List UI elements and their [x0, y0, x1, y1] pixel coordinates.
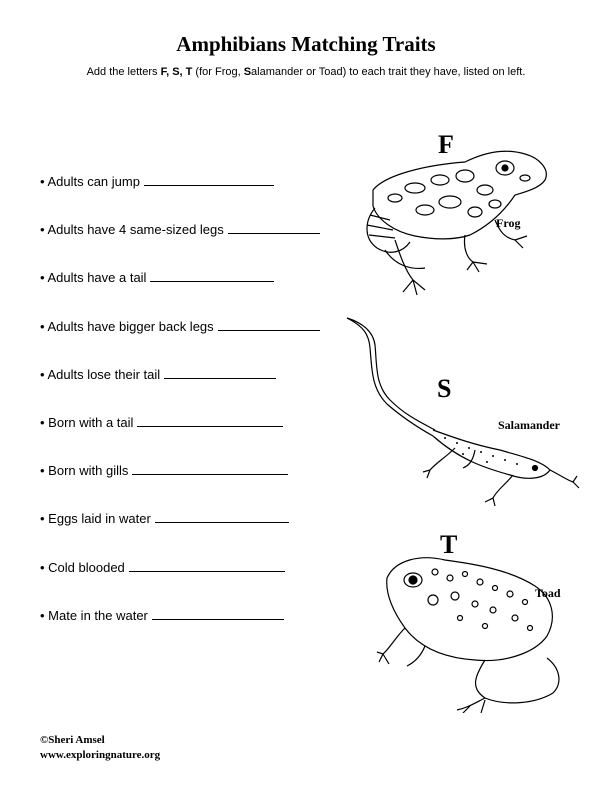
toad-illustration — [375, 548, 565, 713]
trait-label: • Adults have 4 same-sized legs — [40, 222, 224, 238]
trait-item — [40, 220, 320, 268]
frog-name: Frog — [496, 216, 521, 230]
answer-blank[interactable] — [164, 365, 276, 379]
answer-blank[interactable] — [228, 220, 320, 234]
instructions — [0, 66, 612, 78]
answer-blank[interactable] — [132, 461, 288, 475]
trait-label: • Born with gills — [40, 463, 129, 479]
trait-item — [40, 558, 320, 606]
copyright: ©Sheri Amsel — [40, 734, 105, 746]
trait-label: • Adults lose their tail — [40, 366, 161, 382]
answer-blank[interactable] — [144, 172, 274, 186]
trait-item — [40, 509, 320, 557]
footer — [40, 733, 160, 763]
instructions-mid1: (for Frog, — [192, 66, 244, 78]
trait-item — [40, 172, 320, 220]
toad-letter: T — [440, 530, 458, 559]
trait-label: • Born with a tail — [40, 414, 134, 430]
salamander-name: Salamander — [498, 418, 561, 432]
answer-blank[interactable] — [137, 413, 283, 427]
trait-label: • Mate in the water — [40, 607, 148, 623]
instructions-mid2: alamander or Toad) to each trait they have, listed on left. — [251, 66, 526, 78]
answer-blank[interactable] — [129, 558, 285, 572]
trait-label: • Adults have a tail — [40, 270, 147, 286]
salamander-illustration — [345, 310, 585, 510]
trait-list — [40, 172, 320, 654]
answer-blank[interactable] — [150, 268, 274, 282]
trait-label: • Adults can jump — [40, 174, 140, 189]
instructions-pre: Add the letters — [86, 66, 161, 78]
answer-blank[interactable] — [152, 606, 284, 620]
page-title: Amphibians Matching Traits — [176, 32, 436, 56]
instructions-s-bold: S — [243, 66, 252, 78]
trait-label: • Cold blooded — [40, 559, 125, 575]
trait-item — [40, 268, 320, 316]
toad-name: Toad — [535, 586, 561, 600]
answer-blank[interactable] — [155, 509, 289, 523]
trait-item — [40, 461, 320, 509]
trait-label: • Adults have bigger back legs — [40, 318, 214, 334]
instructions-letters: F, S, T — [160, 66, 193, 78]
answer-blank[interactable] — [218, 317, 320, 331]
trait-label: • Eggs laid in water — [40, 511, 151, 527]
website[interactable]: www.exploringnature.org — [40, 749, 161, 761]
frog-letter: F — [438, 130, 454, 159]
trait-item — [40, 365, 320, 413]
trait-item — [40, 317, 320, 365]
trait-item — [40, 606, 320, 654]
salamander-letter: S — [437, 374, 452, 403]
trait-item — [40, 413, 320, 461]
frog-illustration — [355, 140, 555, 300]
